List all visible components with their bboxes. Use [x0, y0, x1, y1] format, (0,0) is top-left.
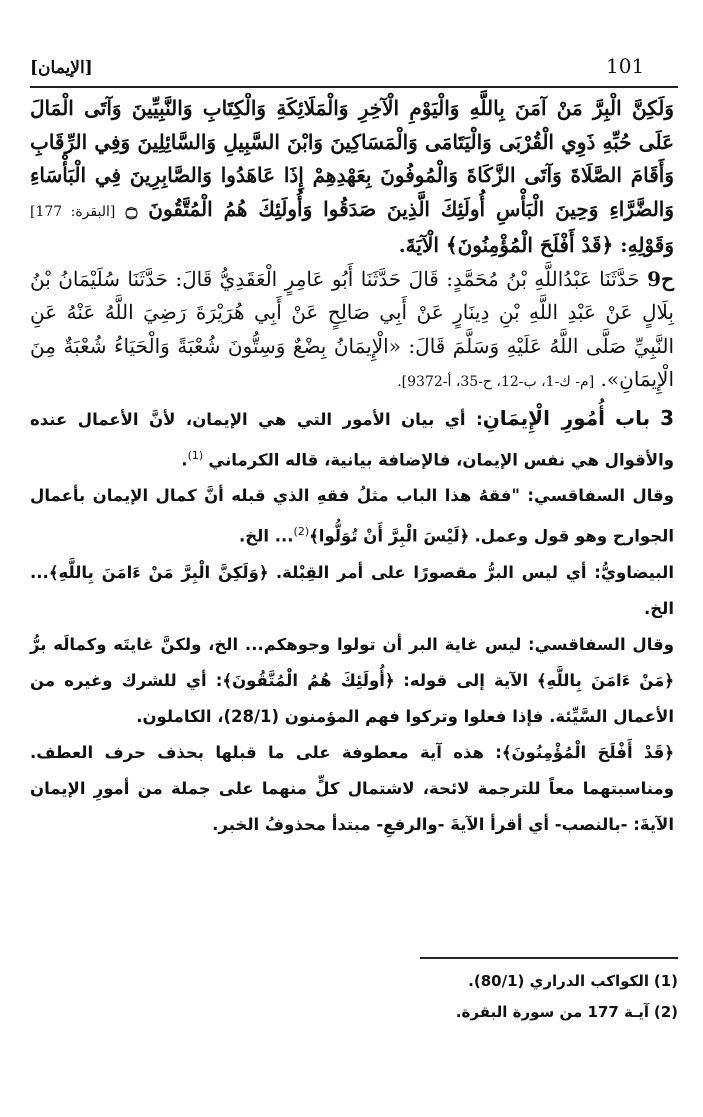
hadith-block: [30, 92, 674, 400]
para1-end: .: [181, 450, 188, 469]
footnote-ref-2[interactable]: (2): [293, 525, 310, 538]
footnote-1: [30, 966, 678, 997]
verse-tail: وَقَوْلِهِ: ﴿قَدْ أَفْلَحَ الْمُؤْمِنُونَ﴾ الْآيَةَ.: [398, 233, 674, 257]
footnote-2-number: (2): [653, 1003, 678, 1021]
commentary-paragraph-bab: [30, 400, 674, 479]
commentary: [30, 400, 674, 843]
page-body: [30, 92, 674, 843]
safaqusi2-text-a: وقال السفاقسي: ليس غاية البر أن تولوا وجوهكم... الخ، ولكنَّ غايتَه وكمالَه برُّ: [30, 634, 674, 654]
footnote-1-text: الكواكب الدراري (80/1).: [468, 972, 650, 990]
footnote-rule: [420, 957, 678, 959]
footnote-1-number: (1): [653, 972, 678, 990]
commentary-paragraph-aflaha: [30, 735, 674, 843]
para3-end: ... الخ.: [30, 562, 674, 618]
hadith-paragraph: [30, 263, 674, 400]
baydawi-text: البيضاويُّ: أي ليس البرُّ مقصورًا على أمر القِبْلة.: [275, 562, 674, 582]
aflaha-text-a: : هذه آية معطوفة على ما قبلها بحذف حرف العطف. ومناسبتهما معاً للترجمة لائحة، لاشتمال كلٍّ منهما على جملة من أمورِ الإيمان: [30, 742, 674, 798]
safaqusi2-text-c: : أي للشرك وغيره من الأعمال السَّيِّئة. فإذا فعلوا وتركوا فهم المؤمنون (28/1)، الكاملون.: [30, 670, 674, 726]
quran-verse: وَلَكِنَّ الْبِرَّ مَنْ آمَنَ بِاللَّهِ وَالْيَوْمِ الْآخِرِ وَالْمَلَائِكَةِ وَالْكِتَابِ وَالنَّبِيِّينَ وَآتَى الْمَالَ عَلَى حُبِّهِ ذَوِي الْقُرْبَى وَالْيَتَامَى وَالْمَسَاكِينَ وَابْنَ السَّبِيلِ وَالسَّائِلِينَ وَفِي الرِّقَابِ وَأَقَامَ الصَّلَاةَ وَآتَى الزَّكَاةَ وَالْمُوفُونَ بِعَهْدِهِمْ إِذَا عَاهَدُوا وَالصَّابِرِينَ فِي الْبَأْسَاءِ وَالضَّرَّاءِ وَحِينَ الْبَأْسِ أُولَئِكَ الَّذِينَ صَدَقُوا وَأُولَئِكَ هُمُ الْمُتَّقُونَ ۝: [30, 96, 674, 221]
bab-word: باب: [614, 405, 651, 430]
safaqusi2-text-b: الآية إلى قوله:: [403, 670, 529, 690]
bab-explanation: : أي بيان الأمور التي هي الإيمان، لأنَّ الأعمال عنده والأقوال هي نفس الإيمان، فالإضافة بيانية، قاله الكرماني: [30, 409, 674, 469]
hadith-marker: ح9: [647, 266, 675, 291]
commentary-paragraph-safaqusi-2: [30, 627, 674, 735]
quote-qad-aflaha: ﴿قَدْ أَفْلَحَ الْمُؤْمِنُونَ﴾: [501, 742, 674, 762]
section-title: [الإيمان]: [30, 58, 93, 78]
quote-laysa-albirr: ﴿لَيْسَ الْبِرَّ أَنْ تُوَلُّوا﴾: [309, 526, 470, 546]
verse-reference: [البقرة: 177]: [30, 203, 116, 220]
commentary-paragraph-baydawi: [30, 555, 674, 627]
hadith-text: حَدَّثَنَا عَبْدُاللَّهِ بْنُ مُحَمَّدٍ: قَالَ حَدَّثَنَا أَبُو عَامِرٍ الْعَقَدِيُّ قَالَ: حَدَّثَنَا سُلَيْمَانُ بْنُ بِلَالٍ عَنْ عَبْدِ اللَّهِ بْنِ دِينَارٍ عَنْ أَبِي صَالِحٍ عَنْ أَبِي هُرَيْرَةَ رَضِيَ اللَّهُ عَنْهُ عَنِ النَّبِيِّ صَلَّى اللَّهُ عَلَيْهِ وَسَلَّمَ قَالَ: «الْإِيمَانُ بِضْعٌ وَسِتُّونَ شُعْبَةً وَالْحَيَاءُ شُعْبَةٌ مِنَ الْإِيمَانِ».: [30, 266, 674, 391]
aflaha-bold-word: الآيةَ: [639, 814, 674, 834]
bab-title: أُمُورِ الْإِيمَانِ: [482, 405, 605, 430]
footnote-2-text: آيـة 177 من سورة البقرة.: [455, 1003, 650, 1021]
header-rule: [30, 86, 678, 88]
quote-hum-almuttaqun: ﴿أُولَئِكَ هُمُ الْمُتَّقُونَ﴾: [222, 670, 395, 690]
quote-walakinna-albirr: ﴿وَلَكِنَّ الْبِرَّ مَنْ ءَامَنَ بِاللَّهِ﴾: [48, 562, 269, 582]
safaqusi-text: وقال السفاقسي: "فقهُ هذا الباب مثلُ فقهِ الذي قبله أنَّ كمال الإيمان بأعمال الجوارح وهو قول وعمل.: [30, 486, 674, 546]
footnote-ref-1[interactable]: (1): [187, 448, 204, 462]
aflaha-text-b: : -بالنصب- أي أقرأ الآيةَ -والرفعِ- مبتدأ محذوفُ الخبر.: [212, 814, 640, 834]
footnotes: [30, 966, 678, 1028]
footnote-2: [30, 997, 678, 1028]
quote-man-amana: ﴿مَنْ ءَامَنَ بِاللَّهِ﴾: [536, 670, 675, 690]
commentary-paragraph-safaqusi: [30, 478, 674, 555]
bab-number: 3: [660, 405, 675, 430]
quran-verse-paragraph: [30, 92, 674, 263]
page-number: 101: [606, 54, 645, 78]
para2-end: ... الخ.: [238, 526, 294, 546]
hadith-reference: [م- ك-1، ب-12، ح-35، أ-9372].: [397, 374, 595, 390]
